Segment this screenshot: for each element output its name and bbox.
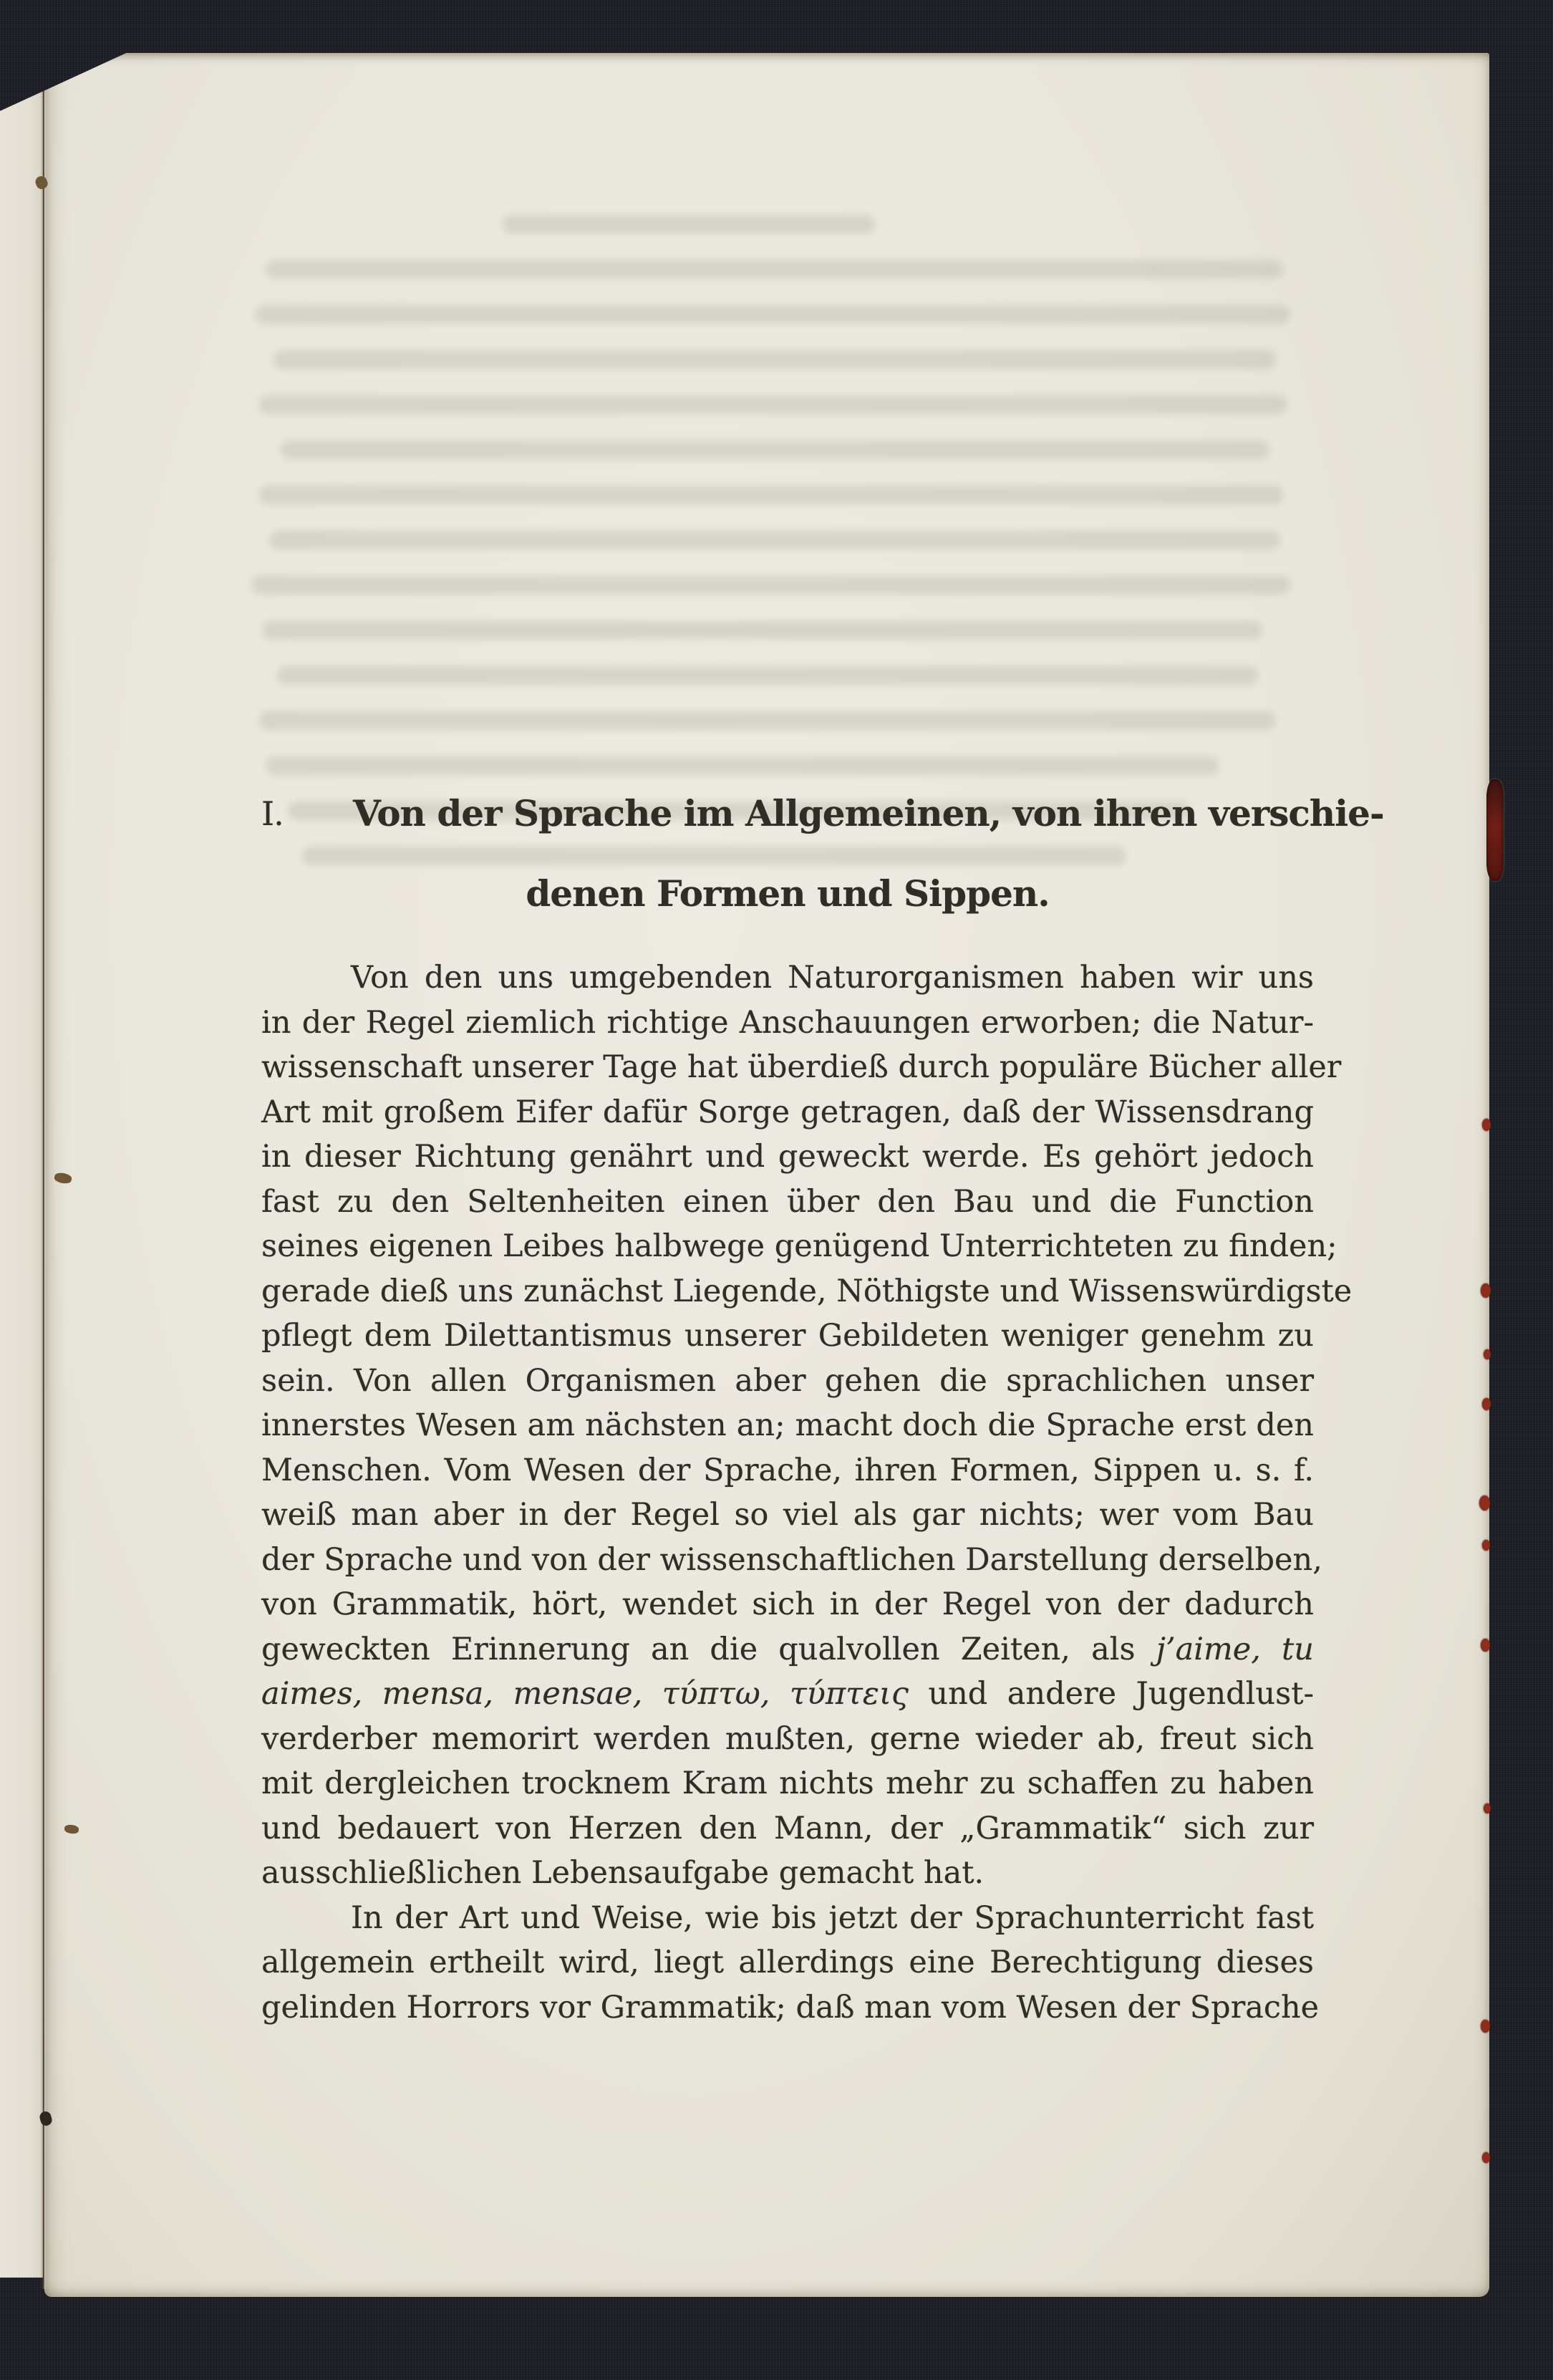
page-edge-red-speck <box>1479 1495 1490 1511</box>
text-line <box>261 1896 1314 1941</box>
bleedthrough-line <box>270 531 1279 549</box>
bleedthrough-line <box>274 350 1276 369</box>
foreign-phrase: aimes, mensa, mensae, τύπτω, τύπτεις <box>261 1676 909 1712</box>
bleedthrough-line <box>252 576 1290 594</box>
bleedthrough-line <box>263 621 1262 640</box>
text-line <box>261 1001 1314 1046</box>
page-edge-red-speck <box>1481 1639 1490 1652</box>
text-line <box>261 1806 1314 1851</box>
page-content <box>261 774 1384 2030</box>
bleedthrough-line <box>259 395 1287 414</box>
text-segment: in der Regel ziemlich richtige Anschauungen erworben; die Natur- <box>261 1004 1314 1041</box>
section-heading-line-1: Von der Sprache im Allgemeinen, von ihren verschie- <box>353 792 1384 834</box>
text-line <box>261 1672 1314 1717</box>
text-segment: und bedauert von Herzen den Mann, der „Grammatik“ sich zur <box>261 1810 1314 1846</box>
text-line <box>261 1538 1322 1583</box>
text-segment: gelinden Horrors vor Grammatik; daß man vom Wesen der Sprache <box>261 1989 1320 2025</box>
page-edge-red-speck <box>1482 1119 1491 1131</box>
text-segment: seines eigenen Leibes halbwege genügend Unterrichteten zu finden; <box>261 1228 1337 1264</box>
section-heading-row <box>261 774 1384 854</box>
page-edge-red-speck <box>1481 1283 1491 1298</box>
text-line <box>261 1448 1314 1493</box>
text-line <box>261 1045 1342 1090</box>
text-segment: geweckten Erinnerung an die qualvollen Zeiten, als <box>261 1631 1156 1667</box>
text-segment: mit dergleichen trocknem Kram nichts mehr zu schaffen zu haben <box>261 1765 1314 1801</box>
bleedthrough-line <box>259 711 1276 730</box>
text-line <box>261 1134 1314 1180</box>
page-edge-red-notch <box>1486 779 1504 881</box>
text-segment: der Sprache und von der wissenschaftlichen Darstellung derselben, <box>261 1541 1322 1578</box>
text-segment: In der Art und Weise, wie bis jetzt der Sprachunterricht fast <box>351 1899 1314 1936</box>
text-segment: gerade dieß uns zunächst Liegende, Nöthigste und Wissenswürdigste <box>261 1273 1353 1309</box>
text-segment: sein. Von allen Organismen aber gehen die sprachlichen unser <box>261 1362 1314 1399</box>
text-segment: pflegt dem Dilettantismus unserer Gebildeten weniger genehm zu <box>261 1318 1314 1354</box>
text-line <box>261 1403 1314 1448</box>
bleedthrough-line <box>266 260 1283 279</box>
text-segment: ausschließlichen Lebensaufgabe gemacht hat. <box>261 1855 984 1891</box>
page-edge-red-speck <box>1484 1803 1491 1813</box>
text-line <box>261 1851 1314 1896</box>
text-line <box>261 1717 1314 1762</box>
text-segment: wissenschaft unserer Tage hat überdieß durch populäre Bücher aller <box>261 1049 1342 1085</box>
text-segment: von Grammatik, hört, wendet sich in der Regel von der dadurch <box>261 1586 1314 1622</box>
foreign-phrase: j’aime, tu <box>1156 1631 1314 1667</box>
section-number: I. <box>261 794 284 833</box>
book-page <box>44 53 1489 2297</box>
text-segment: fast zu den Seltenheiten einen über den Bau und die Function <box>261 1183 1314 1220</box>
text-line <box>261 955 1314 1001</box>
text-segment: in dieser Richtung genährt und geweckt werde. Es gehört jedoch <box>261 1139 1314 1175</box>
text-line <box>261 1359 1314 1404</box>
text-line <box>261 1224 1337 1269</box>
text-segment: allgemein ertheilt wird, liegt allerdings eine Berechtigung dieses <box>261 1945 1314 1980</box>
bleedthrough-line <box>266 756 1219 775</box>
section-heading-line-2: denen Formen und Sippen. <box>526 872 1050 915</box>
bleedthrough-line <box>256 305 1290 324</box>
text-line <box>261 1269 1353 1314</box>
text-line <box>261 1090 1314 1135</box>
text-segment: verderber memorirt werden mußten, gerne wieder ab, freut sich <box>261 1720 1314 1757</box>
text-line <box>261 1493 1314 1538</box>
text-segment: Von den uns umgebenden Naturorganismen haben wir uns <box>351 960 1314 996</box>
text-segment: und andere Jugendlust- <box>908 1676 1314 1712</box>
page-edge-red-speck <box>1484 1349 1491 1359</box>
bleedthrough-line <box>281 440 1269 459</box>
bleedthrough-line <box>277 666 1258 685</box>
text-segment: Menschen. Vom Wesen der Sprache, ihren Formen, Sippen u. s. f. <box>261 1452 1314 1488</box>
text-line <box>261 1985 1320 2030</box>
section-heading <box>261 774 1384 934</box>
text-line <box>261 1180 1314 1225</box>
text-segment: weiß man aber in der Regel so viel als gar nichts; wer vom Bau <box>261 1497 1314 1533</box>
text-line <box>261 1627 1314 1672</box>
text-line <box>261 1761 1314 1806</box>
bleedthrough-line <box>259 486 1283 504</box>
body-text <box>261 955 1353 2030</box>
text-segment: Art mit großem Eifer dafür Sorge getragen, daß der Wissensdrang <box>261 1094 1314 1130</box>
text-segment: innerstes Wesen am nächsten an; macht doch die Sprache erst den <box>261 1407 1314 1443</box>
page-edge-red-speck <box>1482 1398 1491 1410</box>
page-edge-red-speck <box>1481 2020 1490 2033</box>
gutter-crease <box>40 62 46 2289</box>
text-line <box>261 1940 1314 1985</box>
bleedthrough-line <box>503 215 875 233</box>
text-line <box>261 1582 1314 1627</box>
text-line <box>261 1314 1314 1359</box>
page-under-edge <box>0 92 43 2278</box>
